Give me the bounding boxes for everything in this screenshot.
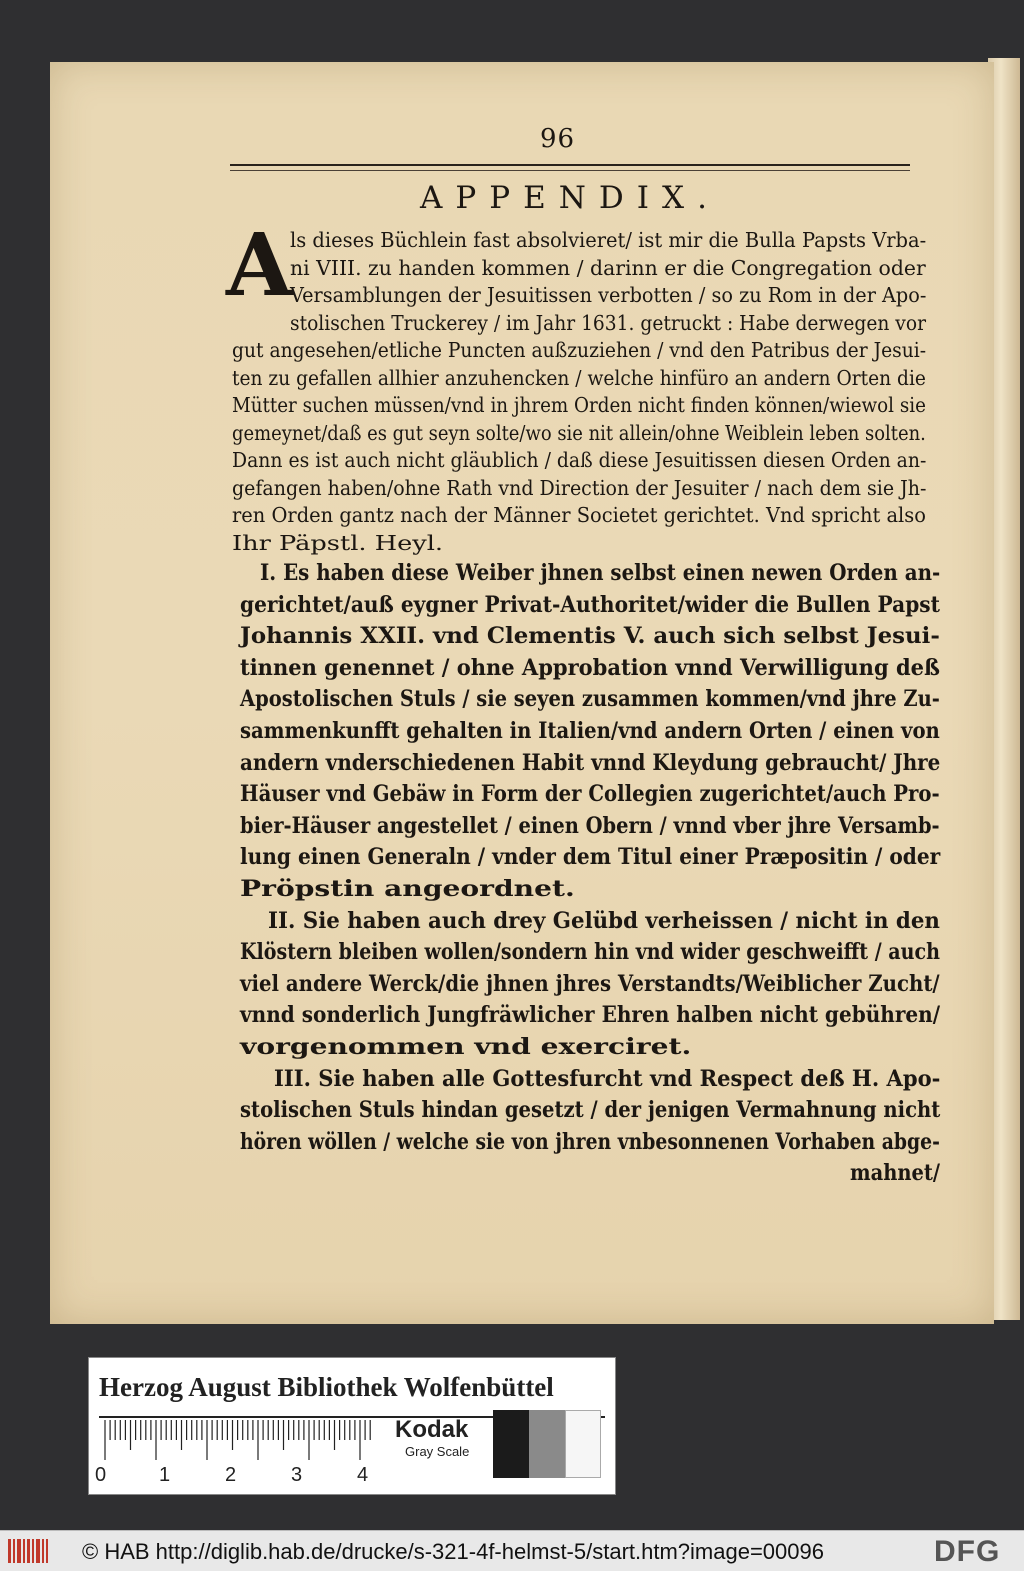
text-line: I. Es haben diese Weiber jhnen selbst einen newen Orden an- xyxy=(260,560,941,586)
ruler-scale xyxy=(99,1420,375,1464)
text-line: gefangen haben/ohne Rath vnd Direction der Jesuiter / nach dem sie Jh- xyxy=(232,475,927,500)
page-number: 96 xyxy=(540,124,576,154)
text-line: Häuser vnd Gebäw in Form der Collegien zugerichtet/auch Pro- xyxy=(240,781,940,808)
text-line: sammenkunfft gehalten in Italien/vnd andern Orten / einen von xyxy=(240,718,940,744)
color-calibration-bar xyxy=(88,1357,616,1495)
text-line: Pröpstin angeordnet. xyxy=(240,876,575,902)
text-line: Versamblungen der Jesuitissen verbotten / so zu Rom in der Apo- xyxy=(290,283,927,307)
text-line: bier-Häuser angestellet / einen Obern / vnnd vber jhre Versamb- xyxy=(240,812,940,839)
gray-scale-label: Gray Scale xyxy=(405,1444,470,1459)
ruler-number: 4 xyxy=(357,1464,369,1486)
text-line: Ihr Päpstl. Heyl. xyxy=(232,530,444,555)
ruler-number: 1 xyxy=(159,1464,171,1486)
header-rule-thin xyxy=(230,170,910,171)
text-line: ls dieses Büchlein fast absolvieret/ ist mir die Bulla Papsts Vrba- xyxy=(290,228,927,252)
text-line: Klöstern bleiben wollen/sondern hin vnd wider geschweifft / auch xyxy=(240,939,940,966)
dfg-logo: DFG xyxy=(934,1535,1001,1568)
source-url: © HAB http://diglib.hab.de/drucke/s-321-4f-helmst-5/start.htm?image=00096 xyxy=(82,1539,824,1564)
text-line: Apostolischen Stuls / sie seyen zusammen kommen/vnd jhre Zu- xyxy=(240,686,940,713)
text-line: ren Orden gantz nach der Männer Societet gerichtet. Vnd spricht also xyxy=(232,503,926,527)
kodak-logo: Kodak xyxy=(395,1416,469,1443)
text-line: andern vnderschiedenen Habit vnnd Kleydung gebraucht/ Jhre xyxy=(240,749,941,776)
text-line: gut angesehen/etliche Puncten außzuziehen / vnd den Patribus der Jesui- xyxy=(232,338,927,362)
header-rule xyxy=(230,164,910,166)
gray-swatch-black xyxy=(493,1410,529,1478)
text-line: Dann es ist auch nicht gläublich / daß diese Jesuitissen diesen Orden an- xyxy=(232,448,927,472)
text-line: stolischen Truckerey / im Jahr 1631. getruckt : Habe derwegen vor xyxy=(290,310,926,335)
gray-swatch-white xyxy=(565,1410,601,1478)
text-line: vnnd sonderlich Jungfräwlicher Ehren halben nicht gebühren/ xyxy=(240,1002,941,1029)
library-name: Herzog August Bibliothek Wolfenbüttel xyxy=(99,1372,554,1402)
text-line: ten zu gefallen allhier anzuhencken / welche hinfüro an andern Orten die xyxy=(232,365,926,390)
barcode-icon xyxy=(8,1539,48,1563)
text-line: II. Sie haben auch drey Gelübd verheissen / nicht in den xyxy=(268,907,940,934)
text-line: gemeynet/daß es gut seyn solte/wo sie nit allein/ohne Weiblein leben solten. xyxy=(232,420,926,445)
ruler-number: 2 xyxy=(225,1464,237,1486)
text-line: viel andere Werck/die jhnen jhres Verstandts/Weiblicher Zucht/ xyxy=(240,970,940,997)
text-line: hören wöllen / welche sie von jhren vnbesonnenen Vorhaben abge- xyxy=(240,1128,940,1155)
text-line: gerichtet/auß eygner Privat-Authoritet/wider die Bullen Papst xyxy=(240,591,940,618)
book-page xyxy=(50,62,994,1324)
text-line: Johannis XXII. vnd Clementis V. auch sich selbst Jesui- xyxy=(240,623,940,650)
text-line: III. Sie haben alle Gottesfurcht vnd Respect deß H. Apo- xyxy=(274,1065,941,1092)
text-line: lung einen Generaln / vnder dem Titul einer Præpositin / oder xyxy=(240,844,941,871)
text-line: ni VIII. zu handen kommen / darinn er die Congregation oder xyxy=(290,255,926,280)
text-line: mahnet/ xyxy=(850,1160,941,1187)
ruler-number: 0 xyxy=(95,1464,107,1486)
text-line: vorgenommen vnd exerciret. xyxy=(240,1034,692,1060)
text-line: stolischen Stuls hindan gesetzt / der jenigen Vermahnung nicht xyxy=(240,1097,941,1124)
text-line: Mütter suchen müssen/vnd in jhrem Orden nicht finden können/wiewol sie xyxy=(232,393,926,417)
drop-capital: A xyxy=(226,215,293,316)
page-heading: APPENDIX. xyxy=(420,180,720,216)
text-line: tinnen genennet / ohne Approbation vnnd Verwilligung deß xyxy=(240,654,940,681)
gray-swatch-mid xyxy=(529,1410,565,1478)
ruler-number: 3 xyxy=(291,1464,303,1486)
footer-bar xyxy=(0,1530,1024,1571)
